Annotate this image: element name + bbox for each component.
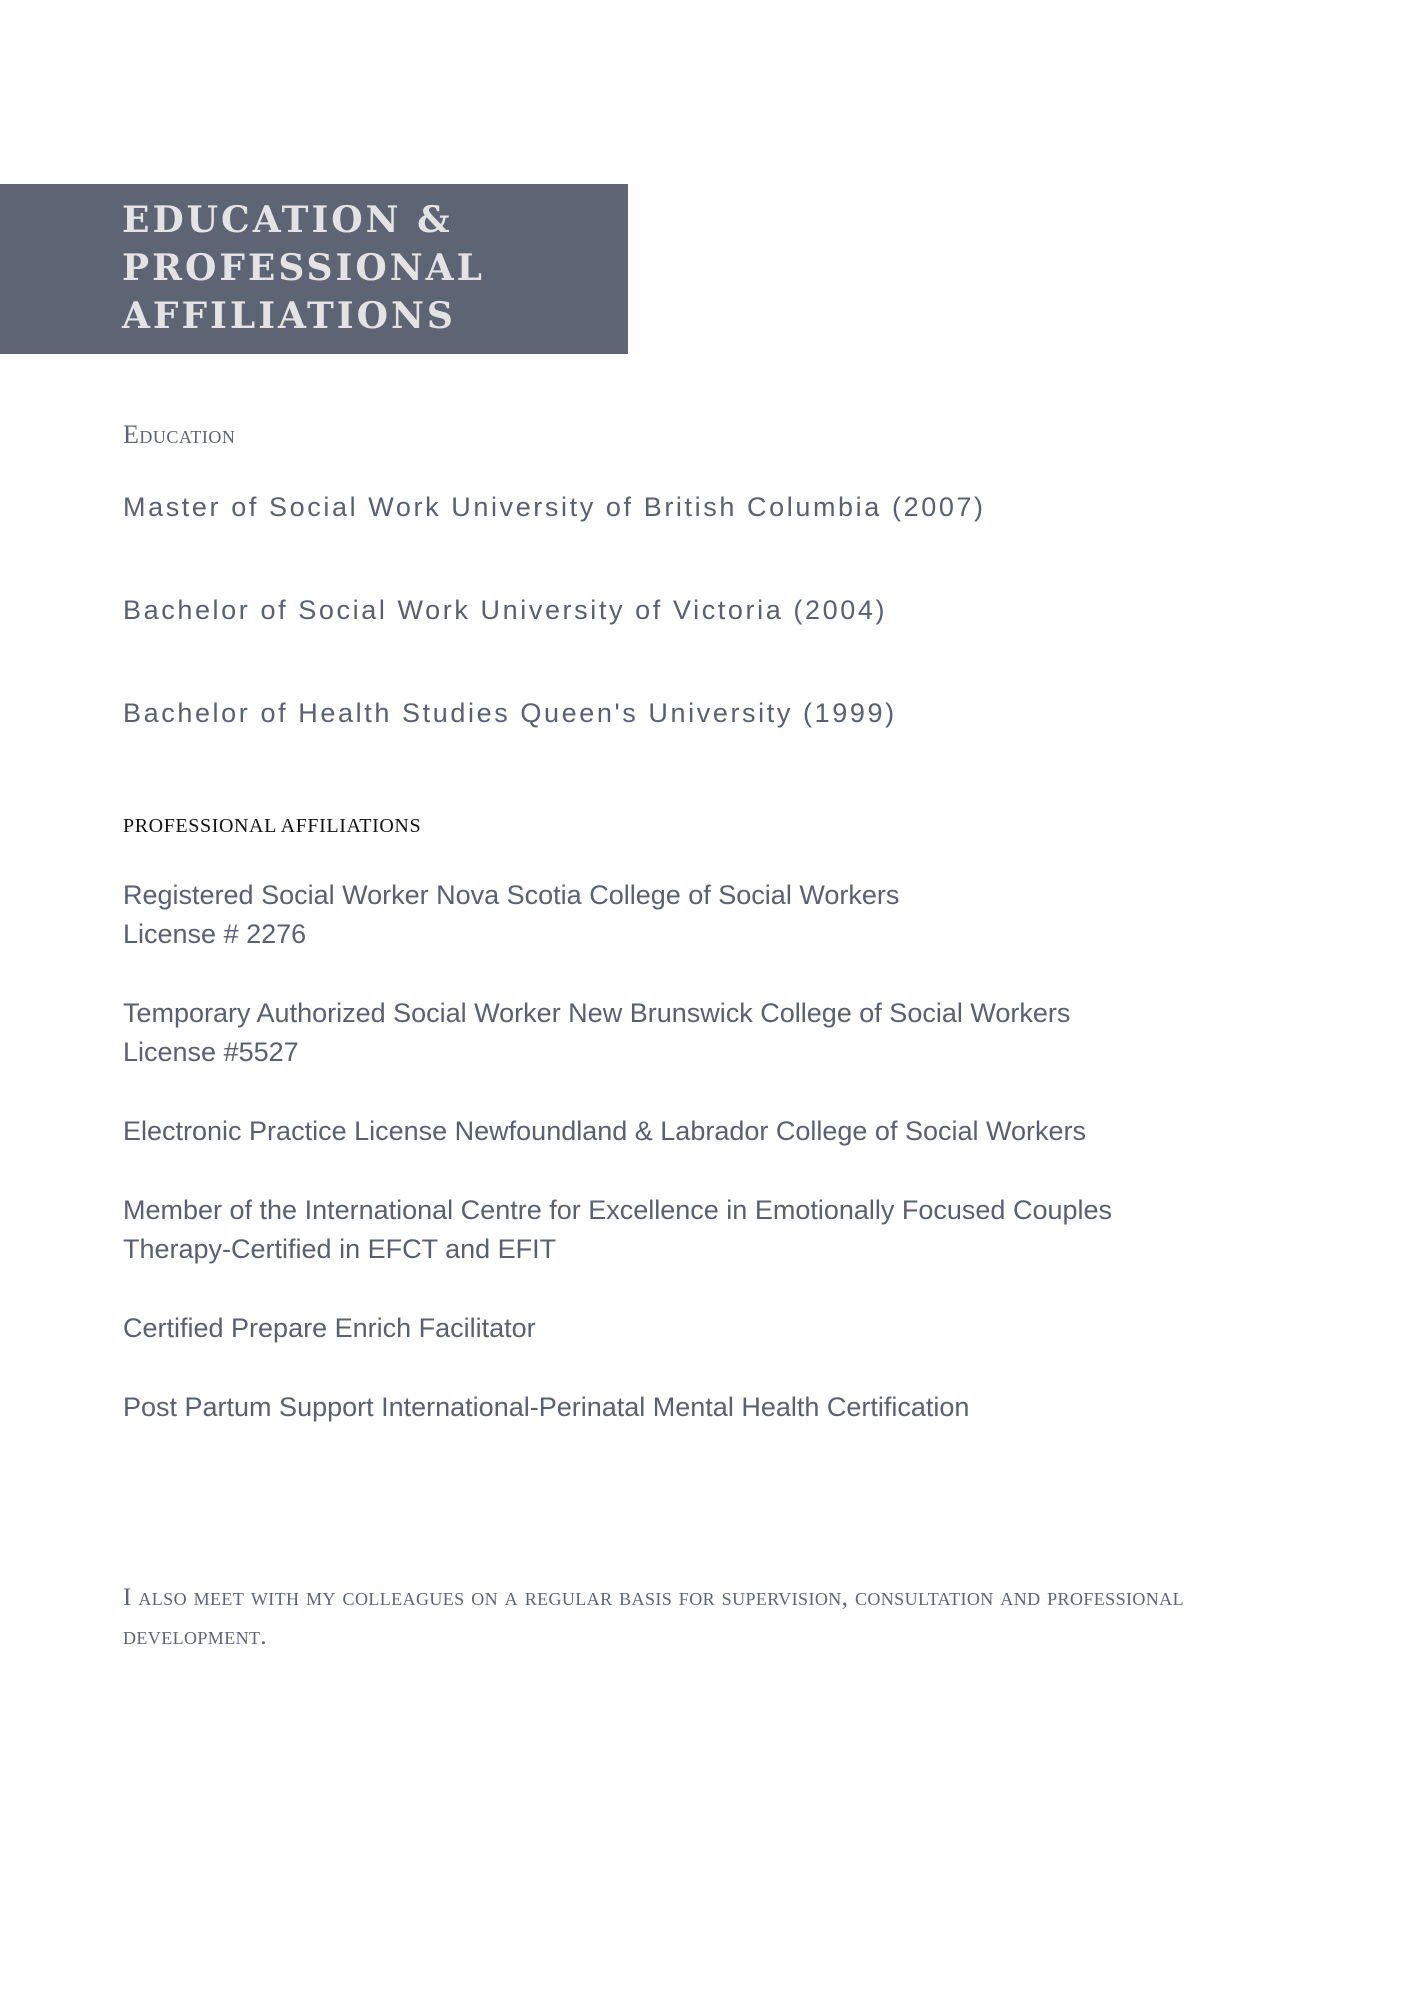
affiliation-item [123,876,1353,954]
affiliation-line: Therapy-Certified in EFCT and EFIT [123,1234,557,1264]
page-title-line: EDUCATION & [122,199,453,241]
affiliation-line: Post Partum Support International-Perinatal Mental Health Certification [123,1392,970,1422]
affiliation-line: Certified Prepare Enrich Facilitator [123,1313,536,1343]
page-title [122,196,485,340]
affiliation-item [123,1309,1353,1348]
affiliation-item [123,1388,1353,1427]
education-item: Master of Social Work University of British Columbia (2007) [123,492,986,522]
page-title-line: PROFESSIONAL [122,247,485,289]
affiliations-heading: PROFESSIONAL AFFILIATIONS [123,815,422,837]
affiliation-line: Temporary Authorized Social Worker New Brunswick College of Social Workers [123,998,1071,1028]
education-item: Bachelor of Health Studies Queen's University (1999) [123,698,897,728]
affiliation-line: License #5527 [123,1037,299,1067]
footer-note: I also meet with my colleagues on a regular basis for supervision, consultation and professional development. [123,1584,1184,1650]
page-title-line: AFFILIATIONS [122,295,456,337]
affiliation-item [123,1112,1353,1151]
affiliation-item [123,1191,1353,1269]
affiliation-line: License # 2276 [123,919,307,949]
affiliations-list [123,876,1353,1467]
education-item: Bachelor of Social Work University of Victoria (2004) [123,595,888,625]
affiliation-line: Member of the International Centre for Excellence in Emotionally Focused Couples [123,1195,1113,1225]
affiliation-item [123,994,1353,1072]
education-heading: Education [123,420,236,449]
affiliation-line: Electronic Practice License Newfoundland & Labrador College of Social Workers [123,1116,1086,1146]
affiliation-line: Registered Social Worker Nova Scotia College of Social Workers [123,880,900,910]
